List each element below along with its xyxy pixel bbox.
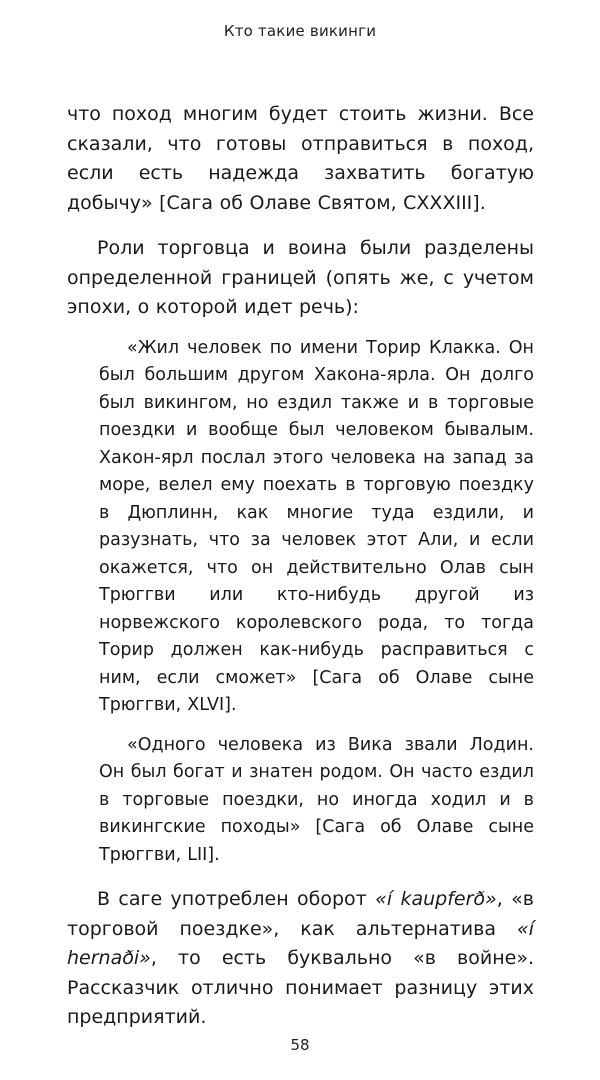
running-head: Кто такие викинги <box>223 22 377 40</box>
term-text-3: , то есть буквально «в войне». Рассказчик отлично понимает разницу этих предприятий. <box>67 947 534 1028</box>
term-text-2: , «в торговой поездке», как альтернатива <box>67 888 534 940</box>
quote-lodin: «Одного человека из Вика звали Лодин. Он был богат и знатен родом. Он часто ездил в торговые поездки, но иногда ходил и в викингские походы» [Сага об Олаве сыне Трюггви, LII]. <box>99 734 534 865</box>
term-text-1: В саге употреблен оборот <box>97 888 376 910</box>
paragraph-roles: Роли торговца и воина были разделены определенной границей (опять же, с учетом эпохи, о которой идет речь): <box>67 237 534 318</box>
term-kaupferd: «í kaupferð» <box>375 888 497 910</box>
quote-torir-klakka: «Жил человек по имени Торир Клакка. Он был большим другом Хакона-ярла. Он долго был викингом, но ездил также и в торговые поездки и вообще был человеком бывалым. Хакон-ярл послал этого человека на запад за море, велел ему поехать в торговую поездку в Дюплинн, как многие туда ездили, и разузнать, что за человек этот Али, и если окажется, что он действительно Олав сын Трюггви или кто-нибудь другой из норвежского королевского рода, то тогда Торир должен как-нибудь расправиться с ним, если сможет» [Сага об Олаве сыне Трюггви, XLVI]. <box>99 337 534 715</box>
paragraph-continuation: что поход многим будет стоить жизни. Все сказали, что готовы отправиться в поход, если есть надежда захватить богатую добычу» [Сага об Олаве Святом, CXXXIII]. <box>67 103 534 214</box>
page-number: 58 <box>290 1036 310 1054</box>
term-hernadi: «í hernaði» <box>67 917 534 969</box>
paragraph-saga-term <box>67 885 534 1033</box>
page-body <box>67 100 534 1033</box>
